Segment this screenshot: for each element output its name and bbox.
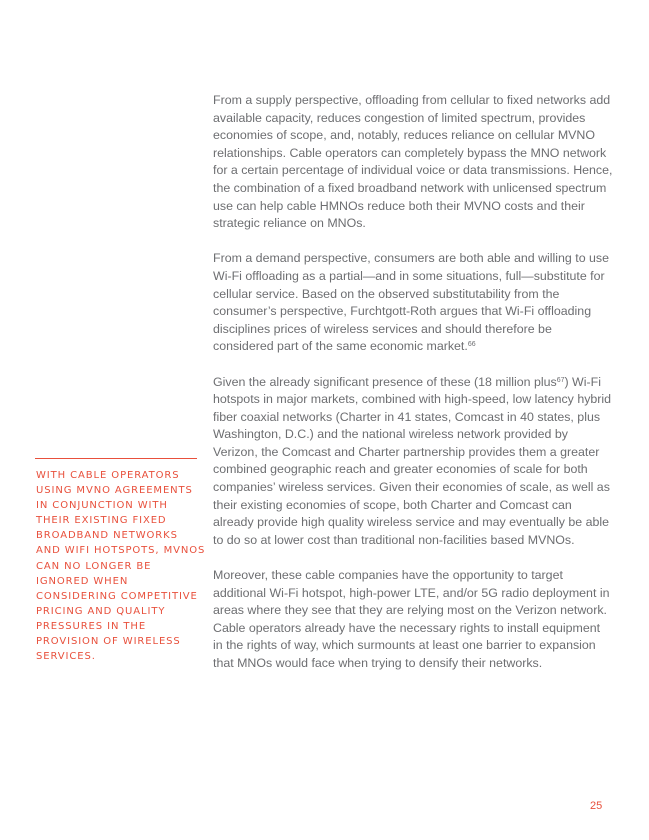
footnote-marker: 67	[556, 376, 565, 384]
paragraph-text: From a supply perspective, offloading from cellular to fixed networks add available capacity, reduces congestion of limited spectrum, provides economies of scope, and, notably, reduces reliance on cellular MVNO relationships. Cable operators can completely bypass the MNO network for a certain percentage of individual voice or data transmissions. Hence, the combination of a fixed broadband network with unlicensed spectrum use can help cable HMNOs reduce both their MVNO costs and their strategic reliance on MNOs.	[213, 93, 613, 231]
pull-quote-divider	[35, 458, 197, 459]
pull-quote: WITH CABLE OPERATORS USING MVNO AGREEMENTS IN CONJUNCTION WITH THEIR EXISTING FIXED BROADBAND NETWORKS AND WIFI HOTSPOTS, MVNOS CAN NO LONGER BE IGNORED WHEN CONSIDERING COMPETITIVE PRICING AND QUALITY PRESSURES IN THE PROVISION OF WIRELESS SERVICES.	[36, 470, 206, 663]
footnote-marker: 66	[467, 341, 476, 349]
main-text-column	[213, 92, 613, 690]
paragraph-deployment-opportunity	[213, 567, 613, 673]
page-number: 25	[590, 800, 603, 812]
paragraph-supply-perspective	[213, 92, 613, 233]
paragraph-text: Moreover, these cable companies have the opportunity to target additional Wi-Fi hotspot, high-power LTE, and/or 5G radio deployment in areas where they see that they are relying most on the Verizon network. Cable operators already have the necessary rights to install equipment in the rights of way, which surmounts at least one barrier to expansion that MNOs would face when trying to densify their networks.	[213, 568, 610, 670]
paragraph-text: ) Wi-Fi hotspots in major markets, combined with high-speed, low latency hybrid fiber coaxial networks (Charter in 41 states, Comcast in 40 states, plus Washington, D.C.) and the national wireless network provided by Verizon, the Comcast and Charter partnership provides them a greater combined geographic reach and greater economies of scale for both companies’ wireless services. Given their economies of scale, as well as their existing economies of scope, both Charter and Comcast can already provide high quality wireless service and may eventually be able to do so at lower cost than traditional non-facilities based MVNOs.	[213, 374, 612, 547]
paragraph-text: Given the already significant presence of these (18 million plus	[213, 374, 557, 389]
paragraph-demand-perspective	[213, 250, 613, 356]
paragraph-hotspot-presence	[213, 374, 613, 550]
paragraph-text: From a demand perspective, consumers are both able and willing to use Wi-Fi offloading as a partial—and in some situations, full—substitute for cellular service. Based on the observed substitutability from the consumer’s perspective, Furchtgott-Roth argues that Wi-Fi offloading disciplines prices of wireless services and should therefore be considered part of the same economic market.	[213, 251, 610, 354]
